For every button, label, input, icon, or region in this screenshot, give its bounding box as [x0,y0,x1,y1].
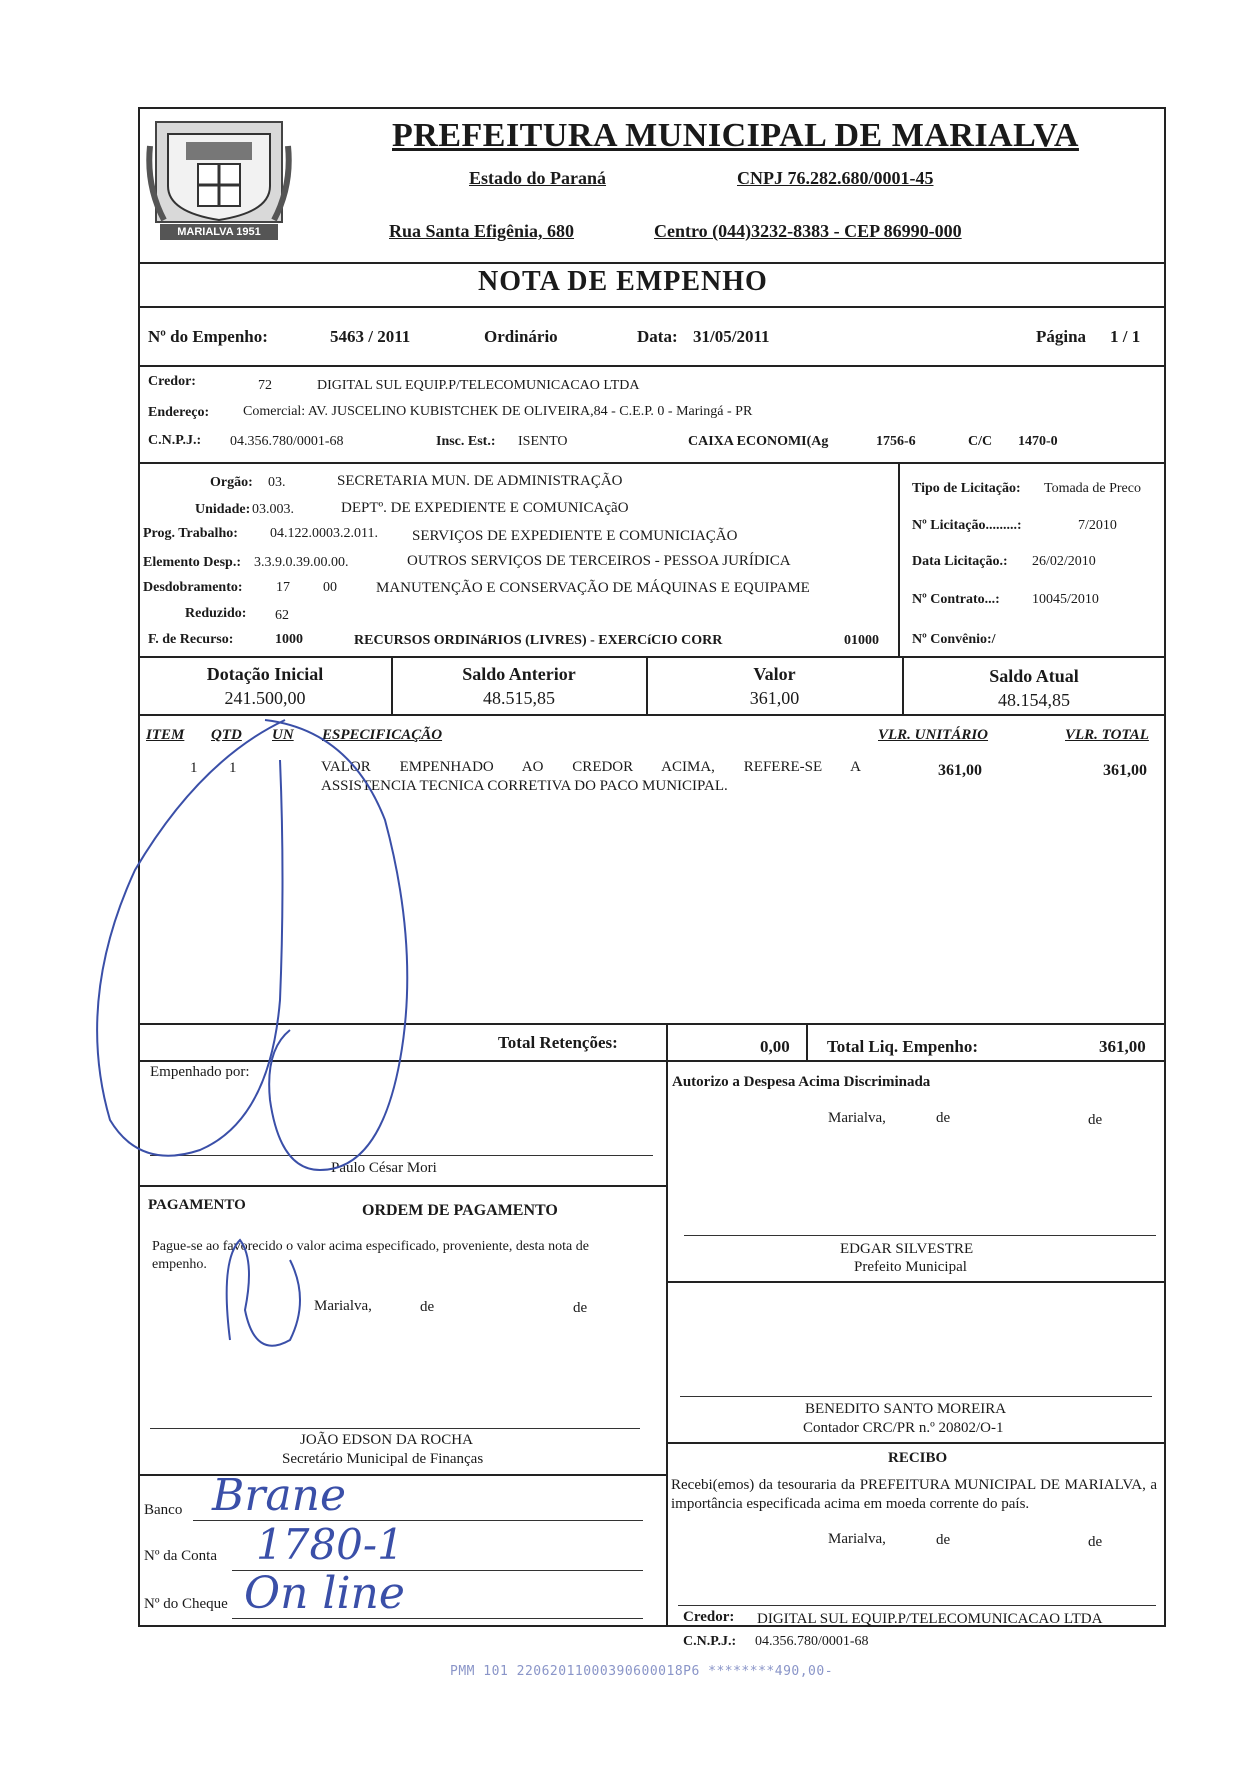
secretario-signature-line [150,1428,640,1429]
recibo-text: Recebi(emos) da tesouraria da PREFEITURA MUNICIPAL DE MARIALVA, a importância especificada acima em moeda corrente do país. [671,1477,1157,1512]
retencoes-value: 0,00 [760,1037,790,1056]
tipo-licitacao-label: Tipo de Licitação: [912,481,1021,496]
col-header-qtd: QTD [211,727,242,743]
col-header-item: ITEM [146,727,185,743]
retencoes-label: Total Retenções: [498,1033,618,1052]
date-label: Data: [637,327,678,346]
secretario-role: Secretário Municipal de Finanças [282,1451,484,1467]
pagamento-text: Pague-se ao favorecido o valor acima especificado, proveniente, desta nota de empenho. [152,1239,589,1272]
elem-desc: OUTROS SERVIÇOS DE TERCEIROS - PESSOA JURÍDICA [407,553,791,569]
row-qtd: 1 [229,760,237,776]
empenho-type: Ordinário [484,327,558,346]
liq-empenho-value: 361,00 [1099,1037,1146,1056]
autorizo-label: Autorizo a Despesa Acima Discriminada [672,1074,931,1090]
num-licitacao-value: 7/2010 [1078,518,1117,533]
liq-empenho-label: Total Liq. Empenho: [827,1037,978,1056]
saldo-atual-label: Saldo Atual [989,666,1079,686]
cheque-handwritten: On line [244,1568,405,1619]
autorizo-de2: de [1088,1112,1103,1128]
contrato-value: 10045/2010 [1032,592,1099,607]
divider [898,462,900,658]
divider [138,262,1166,264]
cnpj-label: CNPJ 76.282.680/0001-45 [737,168,934,188]
row-vlr-unit: 361,00 [938,762,982,779]
row-item: 1 [190,760,198,776]
saldo-anterior-value: 48.515,85 [483,688,555,708]
empenho-number-label: Nº do Empenho: [148,327,268,346]
empenho-number-value: 5463 / 2011 [330,327,411,346]
col-header-vlr-unit: VLR. UNITÁRIO [878,727,989,743]
conta-label: Nº da Conta [144,1548,217,1564]
credor-cnpj-label: C.N.P.J.: [148,433,202,448]
col-header-espec: ESPECIFICAÇÃO [322,727,443,743]
credor-label: Credor: [148,374,196,389]
prefeito-name: EDGAR SILVESTRE [840,1241,974,1257]
num-licitacao-label: Nº Licitação.........: [912,518,1022,533]
recurso-label: F. de Recurso: [148,632,234,647]
recibo-credor-value: DIGITAL SUL EQUIP.P/TELECOMUNICACAO LTDA [757,1611,1103,1627]
unidade-code: 03.003. [252,502,294,517]
orgao-code: 03. [268,475,286,490]
col-header-un: UN [272,727,294,743]
page-label: Página [1036,327,1087,346]
desd-label: Desdobramento: [143,580,243,595]
desd-code: 17 [276,580,290,595]
contrato-label: Nº Contrato...: [912,592,1000,607]
convenio-label: Nº Convênio:/ [912,632,996,647]
prefeito-role: Prefeito Municipal [854,1259,967,1275]
empenhado-signer: Paulo César Mori [331,1160,437,1176]
banco-handwritten: Brane [212,1470,346,1521]
saldo-atual-value: 48.154,85 [998,690,1070,710]
cheque-label: Nº do Cheque [144,1596,228,1612]
divider [666,1281,1166,1283]
recurso-desc: RECURSOS ORDINáRIOS (LIVRES) - EXERCíCIO CORR [354,633,723,648]
divider [666,1442,1166,1444]
bank-agency: 1756-6 [876,434,916,449]
row-desc-line1: VALOR EMPENHADO AO CREDOR ACIMA, REFERE-SE A [321,759,861,775]
address-label: Rua Santa Efigênia, 680 [389,221,575,241]
recurso-code2: 01000 [844,633,879,648]
data-licitacao-label: Data Licitação.: [912,554,1008,569]
tipo-licitacao-value: Tomada de Preco [1044,481,1141,496]
desd-code2: 00 [323,580,337,595]
pagamento-de1: de [420,1299,435,1315]
orgao-desc: SECRETARIA MUN. DE ADMINISTRAÇÃO [337,473,623,489]
prog-code: 04.122.0003.2.011. [270,526,378,541]
ordem-label: ORDEM DE PAGAMENTO [362,1202,558,1219]
valor-value: 361,00 [749,688,800,708]
data-licitacao-value: 26/02/2010 [1032,554,1096,569]
signature-strokes [80,700,700,1400]
elem-label: Elemento Desp.: [143,555,241,570]
row-vlr-total: 361,00 [1103,762,1147,779]
cc-label: C/C [968,434,993,449]
page-title: PREFEITURA MUNICIPAL DE MARIALVA [392,117,1079,154]
contador-role: Contador CRC/PR n.º 20802/O-1 [803,1420,1004,1436]
divider [806,1023,808,1061]
conta-handwritten: 1780-1 [256,1520,404,1569]
autorizo-city: Marialva, [828,1110,886,1126]
recibo-cnpj-label: C.N.P.J.: [683,1634,737,1649]
doc-title: NOTA DE EMPENHO [478,266,768,297]
row-desc-line2: ASSISTENCIA TECNICA CORRETIVA DO PACO MUNICIPAL. [321,778,728,794]
prog-desc: SERVIÇOS DE EXPEDIENTE E COMUNICIAÇÃO [412,528,738,544]
dotacao-label: Dotação Inicial [206,664,324,684]
col-header-vlr-total: VLR. TOTAL [1065,727,1149,743]
address-field-label: Endereço: [148,405,210,420]
reduzido-label: Reduzido: [185,606,247,621]
recibo-signature-line [678,1605,1156,1606]
divider [138,656,1166,658]
contact-label: Centro (044)3232-8383 - CEP 86990-000 [654,221,962,241]
pagamento-label: PAGAMENTO [148,1197,246,1213]
valor-label: Valor [753,664,796,684]
dotacao-value: 241.500,00 [224,688,306,708]
contador-signature-line [680,1396,1152,1397]
recibo-cnpj-value: 04.356.780/0001-68 [755,1634,869,1649]
recibo-de1: de [936,1532,951,1548]
recibo-de2: de [1088,1534,1103,1550]
recibo-label: RECIBO [888,1450,948,1466]
insc-value: ISENTO [518,434,568,449]
divider [138,306,1166,308]
footer-stamp: PMM 101 22062011000390600018P6 ********490,00- [450,1664,834,1679]
contador-name: BENEDITO SANTO MOREIRA [805,1401,1007,1417]
address-field-value: Comercial: AV. JUSCELINO KUBISTCHEK DE OLIVEIRA,84 - C.E.P. 0 - Maringá - PR [243,404,753,419]
banco-label: Banco [144,1502,183,1518]
elem-code: 3.3.9.0.39.00.00. [254,555,349,570]
credor-code: 72 [258,378,272,393]
prog-label: Prog. Trabalho: [143,526,238,541]
secretario-name: JOÃO EDSON DA ROCHA [300,1432,473,1448]
cc-value: 1470-0 [1018,434,1058,449]
credor-cnpj-value: 04.356.780/0001-68 [230,434,344,449]
unidade-desc: DEPTº. DE EXPEDIENTE E COMUNICAçãO [341,500,629,516]
desd-desc: MANUTENÇÃO E CONSERVAÇÃO DE MÁQUINAS E EQUIPAME [376,580,810,596]
seal-banner-text: MARIALVA 1951 [177,226,261,238]
state-label: Estado do Paraná [469,168,607,188]
autorizo-de1: de [936,1110,951,1126]
recibo-city: Marialva, [828,1531,886,1547]
reduzido-value: 62 [275,608,289,623]
divider [138,462,1166,464]
page-value: 1 / 1 [1110,327,1141,346]
divider [138,365,1166,367]
unidade-label: Unidade: [195,502,251,517]
date-value: 31/05/2011 [693,327,770,346]
recibo-credor-label: Credor: [683,1609,735,1625]
pagamento-city: Marialva, [314,1298,372,1314]
municipal-seal [146,116,292,256]
orgao-label: Orgão: [210,475,253,490]
credor-name: DIGITAL SUL EQUIP.P/TELECOMUNICACAO LTDA [317,378,640,393]
saldo-anterior-label: Saldo Anterior [462,664,576,684]
recurso-code: 1000 [275,632,303,647]
bank-name: CAIXA ECONOMI(Ag [688,434,829,449]
pagamento-de2: de [573,1300,588,1316]
empenhado-label: Empenhado por: [150,1064,250,1080]
prefeito-signature-line [684,1235,1156,1236]
insc-label: Insc. Est.: [436,434,496,449]
